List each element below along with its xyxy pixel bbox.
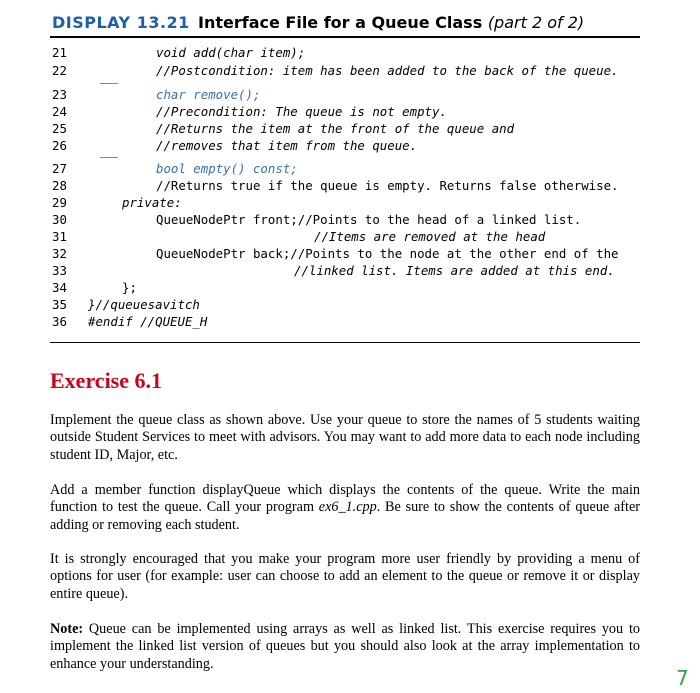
line-number: 35 [52, 297, 67, 312]
code-text: char remove(); [156, 87, 261, 102]
exercise-note [50, 621, 640, 673]
code-text: //Items are removed at the head [314, 229, 546, 244]
code-text: //Precondition: The queue is not empty. [156, 104, 447, 119]
exercise-paragraph-2 [50, 482, 640, 534]
code-text: #endif //QUEUE_H [88, 314, 208, 329]
line-number: 32 [52, 246, 67, 261]
exercise-paragraph-3: It is strongly encouraged that you make your program more user friendly by providing a menu of options for user (for example: user can choose to add an element to the queue or remove it or display entire queue). [50, 551, 640, 602]
line-number: 26 [52, 138, 67, 153]
divider [100, 83, 118, 84]
code-text: //Returns the item at the front of the queue and [156, 121, 515, 136]
exercise-title: Exercise 6.1 [50, 368, 163, 393]
paragraph-text: Add a member function displayQueue which displays the contents of the queue. Write the main function to test the queue. Call your program [50, 482, 640, 516]
code-text: }//queuesavitch [88, 297, 200, 312]
line-number: 28 [52, 178, 67, 193]
program-filename: ex6_1.cpp [318, 499, 377, 516]
code-text: void add(char item); [156, 45, 306, 60]
line-number: 31 [52, 229, 67, 244]
note-text: Queue can be implemented using arrays as well as linked list. This exercise requires you to implement the linked list version of queues but you should also look at the array implementation to enhance your understanding. [50, 621, 640, 672]
section-divider [50, 342, 640, 343]
code-text: //Returns true if the queue is empty. Returns false otherwise. [156, 178, 619, 193]
page-mark: 7 [676, 666, 689, 690]
display-header [50, 10, 640, 38]
code-text: QueueNodePtr front;//Points to the head of a linked list. [156, 212, 582, 227]
line-number: 23 [52, 87, 67, 102]
exercise-paragraph-1: Implement the queue class as shown above. Use your queue to store the names of 5 students waiting outside Student Services to meet with advisors. You may want to add more data to each node including student ID, Major, etc. [50, 412, 640, 463]
line-number: 29 [52, 195, 67, 210]
line-number: 36 [52, 314, 67, 329]
note-label: Note: [50, 621, 84, 637]
code-text: //Postcondition: item has been added to the back of the queue. [156, 63, 619, 78]
code-text: QueueNodePtr back;//Points to the node at the other end of the [156, 246, 619, 261]
divider [100, 157, 118, 158]
line-number: 24 [52, 104, 67, 119]
code-text: private: [122, 195, 182, 210]
code-text: //linked list. Items are added at this end. [294, 263, 615, 278]
display-title [198, 13, 584, 32]
code-text: bool empty() const; [156, 161, 298, 176]
display-label: DISPLAY 13.21 [52, 13, 190, 32]
line-number: 34 [52, 280, 67, 295]
paragraph-text: . Be sure to show the contents of queue after adding or removing each student. [50, 499, 640, 533]
line-number: 22 [52, 63, 67, 78]
line-number: 27 [52, 161, 67, 176]
code-text: //removes that item from the queue. [156, 138, 418, 153]
display-title-text: Interface File for a Queue Class [198, 13, 483, 32]
line-number: 25 [52, 121, 67, 136]
line-number: 33 [52, 263, 67, 278]
line-number: 21 [52, 45, 67, 60]
code-text: }; [122, 280, 137, 295]
display-part: (part 2 of 2) [487, 13, 585, 32]
line-number: 30 [52, 212, 67, 227]
